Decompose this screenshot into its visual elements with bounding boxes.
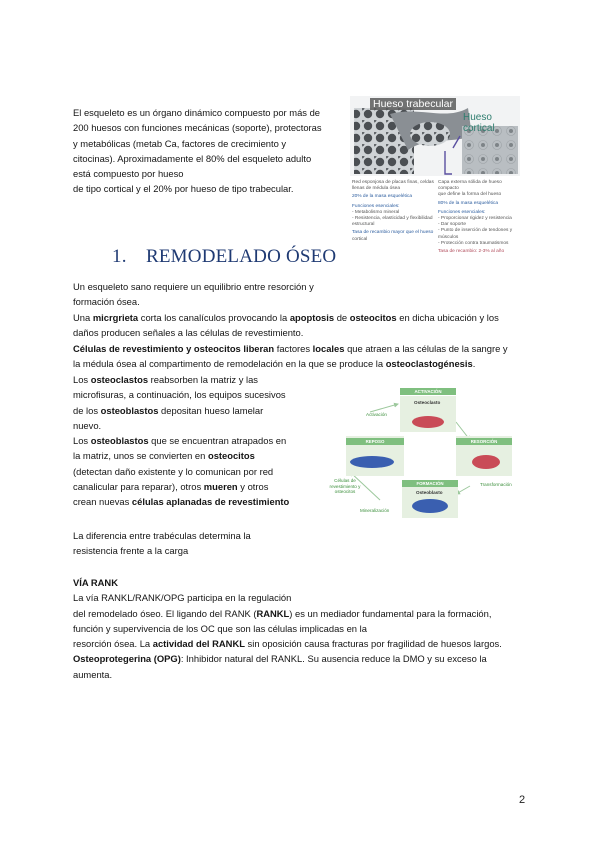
osteoclast-label: Osteoclasto (414, 400, 441, 405)
bold-term: osteoblastos (100, 404, 159, 416)
bold-term: micrgrieta (92, 312, 139, 323)
section-number: 1. (112, 246, 127, 267)
text-span: de (334, 312, 350, 323)
caption-line: llenas de médula ósea (352, 186, 401, 192)
text-span: Los (73, 435, 91, 447)
intro-line: 200 huesos con funciones mecánicas (soporte), protectoras (73, 122, 322, 134)
text-line (73, 479, 308, 494)
bold-term: locales (312, 343, 345, 354)
mineralization-arrow-label: Mineralización (360, 508, 390, 513)
text-line: Un esqueleto sano requiere un equilibrio entre resorción y (73, 281, 314, 292)
bold-term: osteocitos (349, 312, 397, 323)
bone-types-figure (350, 96, 520, 274)
page-number: 2 (519, 794, 526, 806)
text-span: del remodelado óseo. El ligando del RANK ( (73, 607, 257, 619)
bold-term: osteoclastos (90, 374, 149, 385)
caption-line: - Punto de inserción de tendones y (438, 228, 513, 234)
text-span: la matriz, unos se convierten en (73, 450, 208, 462)
text-span: Los (73, 374, 91, 385)
bold-term: RANKL (256, 607, 290, 619)
bold-term: células aplanadas de revestimiento (131, 496, 290, 508)
text-span: corta los canalículos provocando la (138, 312, 290, 323)
text-line: nuevo. (73, 419, 102, 431)
text-span: de los (73, 404, 101, 416)
rank-section (73, 575, 543, 682)
text-span: que se encuentran atrapados en (148, 435, 287, 447)
bold-term: mueren (203, 481, 238, 493)
caption-line: que define la forma del hueso (438, 192, 502, 198)
caption-line: Funciones esenciales: (352, 203, 400, 209)
stage-activation: ACTIVACIÓN (400, 388, 456, 395)
stage-rest: REPOSO (346, 438, 404, 445)
caption-line: Tasa de recambio: 2-3% al año (438, 249, 505, 255)
text-line: función y supervivencia de los OC que son las células implicadas en la (73, 622, 367, 634)
text-span: factores (274, 343, 313, 354)
section-title: REMODELADO ÓSEO (146, 246, 337, 267)
intro-line: de tipo cortical y el 20% por hueso de tipo trabecular. (73, 183, 294, 195)
text-line: (detectan daño existente y lo comunican por red (73, 465, 274, 477)
stage-formation: FORMACIÓN (402, 480, 458, 487)
trabecular-label: Hueso trabecular (370, 98, 456, 110)
text-span: resorción ósea. La (73, 638, 153, 650)
bold-term: osteoblastos (90, 435, 149, 447)
paragraph-lining-cells (73, 341, 543, 372)
caption-line: Red esponjosa de placas finas, celdas (352, 180, 434, 185)
text-span: crean nuevas (73, 496, 132, 508)
text-line (73, 636, 543, 651)
reversal-arrow-label: Transformación (480, 482, 512, 487)
text-line (73, 448, 308, 463)
text-line: aumenta. (73, 668, 113, 680)
text-line (73, 494, 308, 509)
remodeling-cycle-figure (310, 382, 526, 542)
activation-arrow-label: Activación (366, 412, 387, 417)
text-line: microfisuras, a continuación, los equipos sucesivos (73, 389, 286, 401)
caption-line: Funciones esenciales: (438, 209, 486, 215)
caption-line: 20% de la masa esquelética (352, 194, 412, 200)
remodeling-cycle-arrows (310, 382, 526, 542)
rank-title: VÍA RANK (73, 577, 118, 588)
caption-line: cortical (352, 236, 368, 242)
text-span: Una (73, 312, 93, 323)
bold-term: Células de revestimiento y osteocitos liberan (73, 343, 275, 354)
text-line (73, 341, 543, 356)
lining-cells-label: Células de revestimiento y osteocitos (329, 478, 361, 495)
text-line: resistencia frente a la carga (73, 545, 189, 557)
cortical-caption (438, 180, 522, 255)
text-line (73, 356, 543, 371)
text-span: : Inhibidor natural del RANKL. Su ausencia reduce la DMO y su exceso la (180, 653, 487, 665)
caption-line: Tasa de recambio mayor que el hueso (352, 230, 434, 236)
bold-term: osteoclastogénesis (385, 358, 473, 370)
paragraph-osteoclasts (73, 372, 308, 510)
section-heading (112, 246, 336, 268)
text-line (73, 372, 308, 387)
stage-resorption: RESORCIÓN (456, 438, 512, 445)
osteoblast-label: Osteoblasto (416, 490, 443, 495)
text-line: La diferencia entre trabéculas determina la (73, 530, 251, 541)
text-line (73, 310, 533, 325)
text-span: ) es un mediador fundamental para la formación, (289, 607, 492, 619)
caption-line: - Protección contra traumatismos (438, 240, 509, 246)
intro-line: citocinas). Aproximadamente el 80% del esqueleto adulto (73, 152, 312, 164)
text-line: formación ósea. (73, 296, 140, 308)
text-line (73, 403, 308, 418)
bold-term: osteocitos (207, 450, 255, 462)
text-line (73, 651, 543, 666)
text-span: en dicha ubicación y los (396, 312, 499, 323)
intro-line: El esqueleto es un órgano dinámico compuesto por más de (73, 107, 321, 118)
caption-line: 80% de la masa esquelética (438, 200, 498, 206)
caption-line: - Resistencia, elasticidad y flexibilidad (352, 216, 433, 222)
paragraph-trabeculae (73, 528, 308, 559)
text-span: reabsorben la matriz y las (148, 374, 258, 385)
text-span: depositan hueso lamelar (158, 404, 264, 416)
caption-line: músculos (438, 234, 459, 240)
bold-term: apoptosis (289, 312, 335, 323)
text-span: que atraen a las células de la sangre y (344, 343, 508, 354)
intro-line: y metabólicas (metab Ca, factores de crecimiento y (73, 137, 287, 149)
caption-line: - Proporcionar rigidez y resistencia (438, 216, 512, 222)
caption-line: - Metabolismo mineral (352, 209, 400, 215)
cortical-label: Hueso cortical (463, 112, 495, 134)
text-span: . (472, 358, 476, 370)
text-line: daños producen señales a las células de revestimiento. (73, 327, 304, 339)
text-line (73, 606, 543, 621)
text-span: y otros (237, 481, 269, 493)
text-span: la médula ósea al compartimento de remodelación en la que se produce la (73, 358, 386, 370)
paragraph-balance (73, 279, 533, 310)
caption-line: estructural (352, 222, 375, 228)
text-span: canalicular para reparar), otros (73, 481, 204, 493)
caption-line: - Dar soporte (438, 222, 466, 228)
intro-line: está compuesto por hueso (73, 168, 184, 180)
bold-term: actividad del RANKL (152, 638, 245, 650)
caption-line: Capa externa sólida de hueso compacto (438, 180, 502, 192)
text-span: sin oposición causa fracturas por fragilidad de huesos largos. (244, 638, 502, 650)
paragraph-microcrack (73, 310, 533, 341)
trabecular-caption (352, 180, 436, 243)
text-line: La vía RANKL/RANK/OPG participa en la regulación (73, 592, 292, 604)
text-line (73, 433, 308, 448)
bold-term: Osteoprotegerina (OPG) (73, 653, 181, 665)
intro-paragraph (73, 105, 345, 197)
